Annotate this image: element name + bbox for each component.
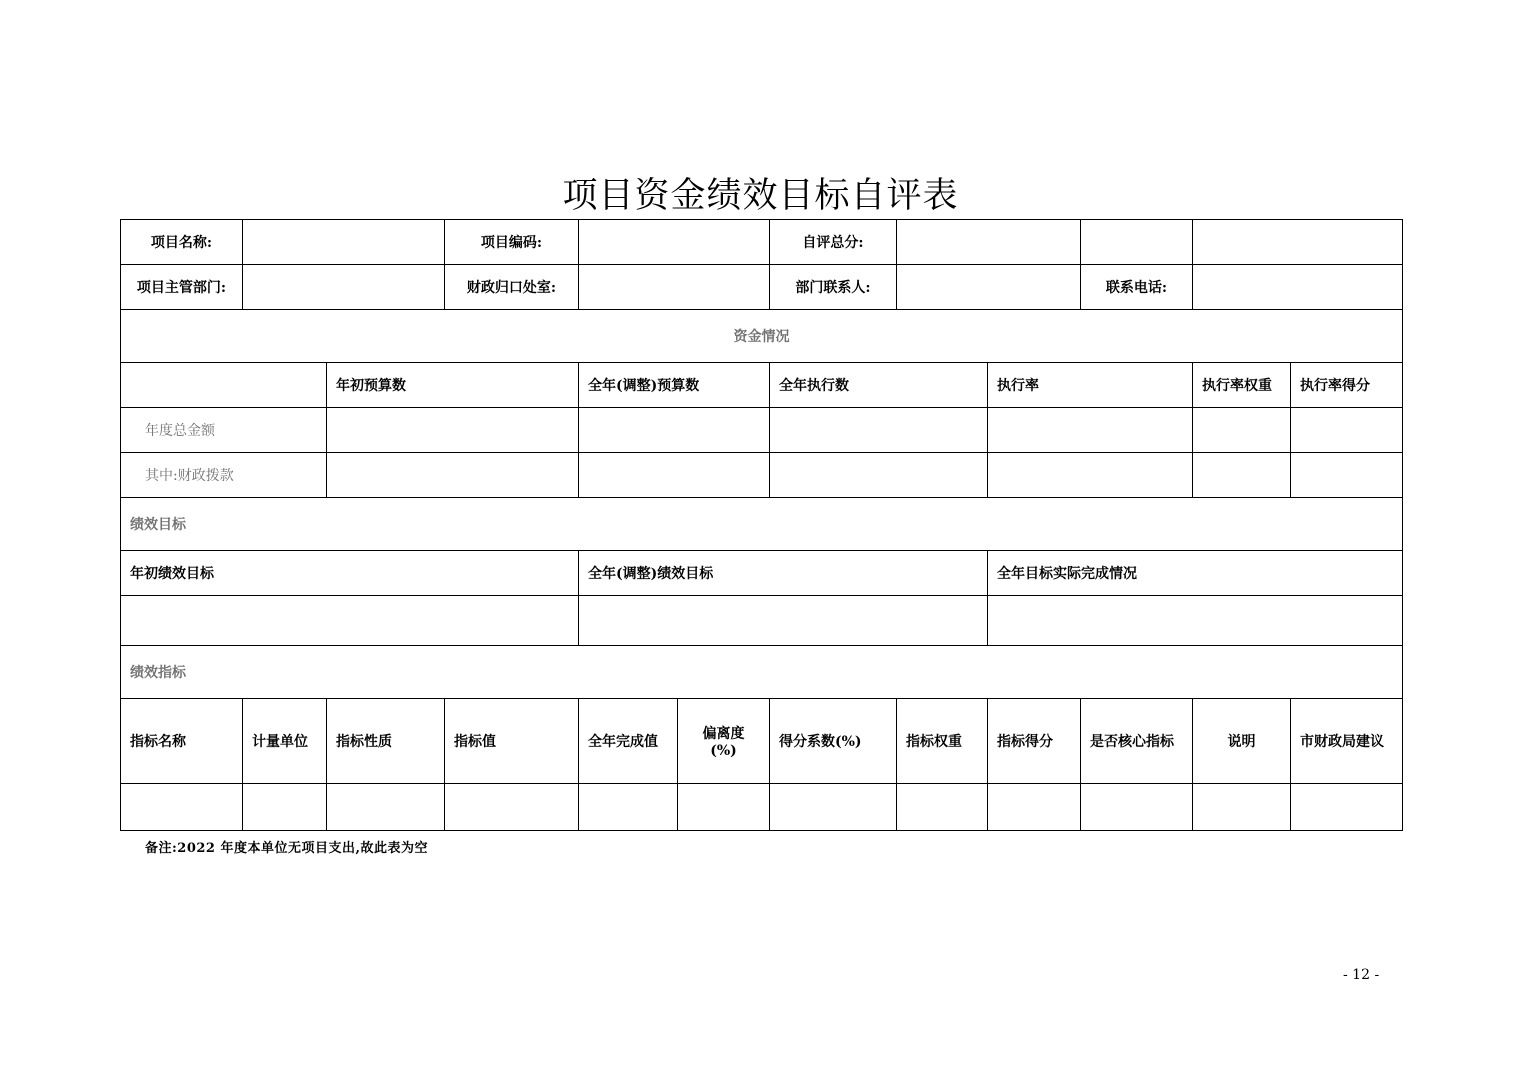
project-name-value[interactable] bbox=[243, 220, 445, 265]
funds-row-fiscal bbox=[121, 453, 1403, 498]
funds-cell[interactable] bbox=[327, 408, 579, 453]
page-title: 项目资金绩效目标自评表 bbox=[562, 176, 959, 216]
project-code-value[interactable] bbox=[579, 220, 770, 265]
goals-section-title: 绩效目标 bbox=[121, 498, 1403, 551]
funds-header-rate-weight: 执行率权重 bbox=[1193, 363, 1291, 408]
ind-cell[interactable] bbox=[1193, 784, 1291, 831]
funds-header-execution-rate: 执行率 bbox=[988, 363, 1193, 408]
funds-cell[interactable] bbox=[1193, 408, 1291, 453]
funds-header-initial-budget: 年初预算数 bbox=[327, 363, 579, 408]
funds-row-label: 其中:财政拨款 bbox=[121, 453, 327, 498]
ind-header-remark: 说明 bbox=[1193, 699, 1291, 784]
funds-header-blank bbox=[121, 363, 327, 408]
goals-cell[interactable] bbox=[121, 596, 579, 646]
info-blank-cell[interactable] bbox=[1081, 220, 1193, 265]
ind-header-deviation-line1: 偏离度 bbox=[702, 726, 745, 742]
ind-header-value: 指标值 bbox=[445, 699, 579, 784]
goals-header-actual: 全年目标实际完成情况 bbox=[988, 551, 1403, 596]
finance-office-value[interactable] bbox=[579, 265, 770, 310]
info-row-2 bbox=[121, 265, 1403, 310]
funds-cell[interactable] bbox=[1193, 453, 1291, 498]
ind-header-deviation bbox=[678, 699, 770, 784]
funds-header-rate-score: 执行率得分 bbox=[1291, 363, 1403, 408]
funds-section-row bbox=[121, 310, 1403, 363]
info-blank-cell-2[interactable] bbox=[1193, 220, 1403, 265]
score-value[interactable] bbox=[897, 220, 1081, 265]
ind-cell[interactable] bbox=[445, 784, 579, 831]
funds-cell[interactable] bbox=[770, 453, 988, 498]
indicators-value-row bbox=[121, 784, 1403, 831]
finance-office-label: 财政归口处室: bbox=[445, 265, 579, 310]
phone-label: 联系电话: bbox=[1081, 265, 1193, 310]
contact-person-value[interactable] bbox=[897, 265, 1081, 310]
funds-cell[interactable] bbox=[1291, 453, 1403, 498]
ind-header-deviation-line2: (%) bbox=[710, 743, 737, 759]
ind-header-coefficient: 得分系数(%) bbox=[770, 699, 897, 784]
ind-cell[interactable] bbox=[897, 784, 988, 831]
ind-cell[interactable] bbox=[678, 784, 770, 831]
project-name-label: 项目名称: bbox=[121, 220, 243, 265]
ind-header-score: 指标得分 bbox=[988, 699, 1081, 784]
department-value[interactable] bbox=[243, 265, 445, 310]
ind-cell[interactable] bbox=[243, 784, 327, 831]
ind-cell[interactable] bbox=[327, 784, 445, 831]
ind-header-unit: 计量单位 bbox=[243, 699, 327, 784]
project-code-label: 项目编码: bbox=[445, 220, 579, 265]
ind-cell[interactable] bbox=[579, 784, 678, 831]
goals-header-row bbox=[121, 551, 1403, 596]
goals-value-row bbox=[121, 596, 1403, 646]
ind-header-nature: 指标性质 bbox=[327, 699, 445, 784]
ind-cell[interactable] bbox=[1291, 784, 1403, 831]
ind-cell[interactable] bbox=[770, 784, 897, 831]
self-evaluation-table bbox=[120, 219, 1403, 831]
indicators-section-title: 绩效指标 bbox=[121, 646, 1403, 699]
goals-section-row bbox=[121, 498, 1403, 551]
score-label: 自评总分: bbox=[770, 220, 897, 265]
page-number: - 12 - bbox=[1343, 967, 1380, 983]
ind-header-completed: 全年完成值 bbox=[579, 699, 678, 784]
footnote: 备注:2022 年度本单位无项目支出,故此表为空 bbox=[145, 841, 429, 856]
funds-cell[interactable] bbox=[1291, 408, 1403, 453]
ind-header-weight: 指标权重 bbox=[897, 699, 988, 784]
ind-header-name: 指标名称 bbox=[121, 699, 243, 784]
funds-cell[interactable] bbox=[988, 453, 1193, 498]
funds-cell[interactable] bbox=[988, 408, 1193, 453]
funds-cell[interactable] bbox=[579, 408, 770, 453]
funds-section-title: 资金情况 bbox=[121, 310, 1403, 363]
funds-header-row bbox=[121, 363, 1403, 408]
ind-header-core: 是否核心指标 bbox=[1081, 699, 1193, 784]
funds-header-adjusted-budget: 全年(调整)预算数 bbox=[579, 363, 770, 408]
indicators-section-row bbox=[121, 646, 1403, 699]
contact-person-label: 部门联系人: bbox=[770, 265, 897, 310]
funds-row-total bbox=[121, 408, 1403, 453]
goals-cell[interactable] bbox=[988, 596, 1403, 646]
phone-value[interactable] bbox=[1193, 265, 1403, 310]
ind-cell[interactable] bbox=[988, 784, 1081, 831]
ind-cell[interactable] bbox=[121, 784, 243, 831]
goals-header-adjusted: 全年(调整)绩效目标 bbox=[579, 551, 988, 596]
funds-cell[interactable] bbox=[327, 453, 579, 498]
funds-cell[interactable] bbox=[770, 408, 988, 453]
department-label: 项目主管部门: bbox=[121, 265, 243, 310]
funds-header-executed: 全年执行数 bbox=[770, 363, 988, 408]
goals-header-initial: 年初绩效目标 bbox=[121, 551, 579, 596]
info-row-1 bbox=[121, 220, 1403, 265]
ind-cell[interactable] bbox=[1081, 784, 1193, 831]
funds-cell[interactable] bbox=[579, 453, 770, 498]
goals-cell[interactable] bbox=[579, 596, 988, 646]
funds-row-label: 年度总金额 bbox=[121, 408, 327, 453]
indicators-header-row bbox=[121, 699, 1403, 784]
ind-header-suggestion: 市财政局建议 bbox=[1291, 699, 1403, 784]
